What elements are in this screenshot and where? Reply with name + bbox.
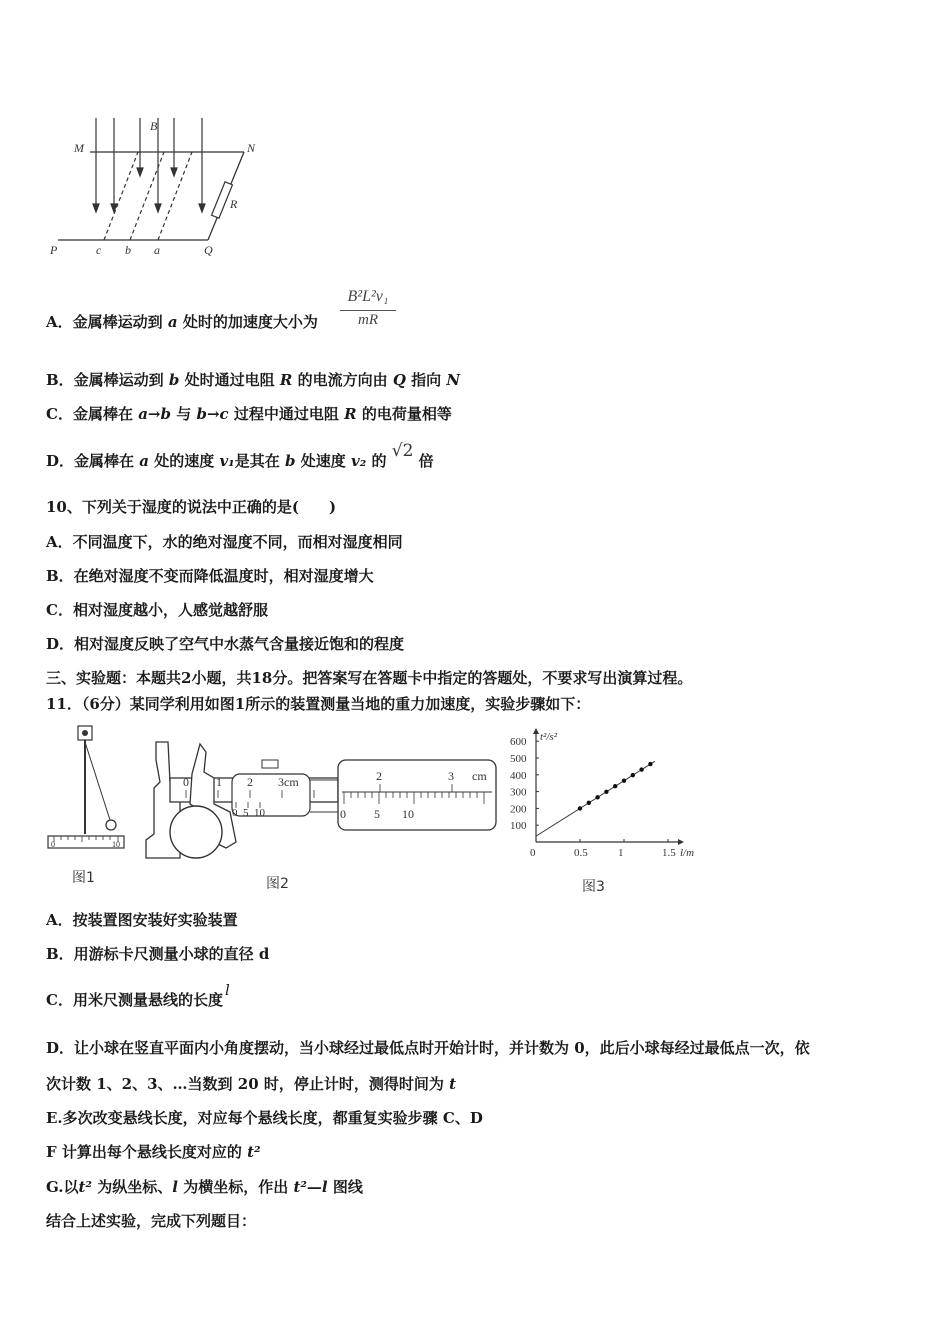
y-tick-label: 500 bbox=[510, 753, 527, 765]
pendulum-string bbox=[85, 742, 110, 820]
zoom-main-3: 3 bbox=[448, 769, 454, 783]
figure-1-caption: 图1 bbox=[72, 870, 95, 886]
data-point bbox=[587, 801, 591, 805]
figure-2-vernier-caliper bbox=[140, 738, 500, 868]
sqrt-two: √2 bbox=[391, 441, 414, 461]
q9-option-d: D．金属棒在 a 处的速度 v₁是其在 b 处速度 v₂ 的 √2 倍 bbox=[46, 441, 434, 470]
field-arrows bbox=[93, 118, 205, 212]
q11-step-f: F 计算出每个悬线长度对应的 t² bbox=[46, 1143, 261, 1161]
figure-1-pendulum bbox=[46, 724, 128, 864]
label-b-pos: b bbox=[125, 243, 131, 257]
y-tick-label: 300 bbox=[510, 786, 527, 799]
q9-option-a: A．金属棒运动到 a 处时的加速度大小为 bbox=[46, 313, 318, 331]
fraction-numerator: B²L²v₁ bbox=[347, 288, 389, 305]
label-m: M bbox=[74, 141, 84, 155]
q11-step-a: A．按装置图安装好实验装置 bbox=[46, 911, 238, 929]
zoom-main-2: 2 bbox=[376, 769, 382, 783]
zoom-vernier-5: 5 bbox=[374, 807, 380, 821]
q11-step-d-line2: 次计数 1、2、3、…当数到 20 时，停止计时，测得时间为 t bbox=[46, 1075, 457, 1093]
x-tick-label: 0.5 bbox=[574, 847, 588, 859]
label-q: Q bbox=[204, 243, 213, 257]
label-n: N bbox=[247, 141, 256, 155]
x-tick-label: 1 bbox=[618, 847, 624, 859]
ruler-label-10: 10 bbox=[112, 840, 120, 849]
chart-y-label: t²/s² bbox=[540, 731, 557, 743]
q9-option-b: B．金属棒运动到 b 处时通过电阻 R 的电流方向由 Q 指向 N bbox=[46, 371, 461, 389]
step-c-var-l: l bbox=[224, 981, 230, 999]
label-r: R bbox=[230, 197, 238, 211]
vernier-scale-10: 10 bbox=[254, 807, 265, 819]
rail-circuit-figure bbox=[48, 112, 268, 262]
x-tick-label: 1.5 bbox=[662, 847, 676, 859]
data-point bbox=[631, 773, 635, 777]
label-b-field: B bbox=[150, 119, 158, 133]
main-scale-1: 1 bbox=[216, 775, 222, 789]
chart-fit-line bbox=[536, 761, 655, 836]
y-tick-label: 200 bbox=[510, 803, 527, 816]
label-c: c bbox=[96, 243, 102, 257]
data-point bbox=[604, 790, 608, 794]
q11-step-g: G.以t² 为纵坐标、l 为横坐标，作出 t²—l 图线 bbox=[46, 1178, 363, 1196]
label-a: a bbox=[154, 243, 160, 257]
zoom-main-cm: cm bbox=[472, 769, 487, 783]
fraction-bar bbox=[340, 310, 396, 311]
main-scale-2: 2 bbox=[247, 775, 253, 789]
ruler-label-0: 0 bbox=[51, 840, 55, 849]
y-axis-arrow bbox=[533, 728, 539, 734]
q9-option-c: C．金属棒在 a→b 与 b→c 过程中通过电阻 R 的电荷量相等 bbox=[46, 405, 452, 423]
y-tick-label: 400 bbox=[510, 769, 527, 782]
y-tick-label: 100 bbox=[510, 820, 527, 833]
q10-option-a: A．不同温度下，水的绝对湿度不同，而相对湿度相同 bbox=[46, 533, 403, 551]
figure-3-caption: 图3 bbox=[582, 879, 605, 895]
data-point bbox=[578, 806, 582, 810]
data-point bbox=[622, 778, 626, 782]
q10-option-b: B．在绝对湿度不变而降低温度时，相对湿度增大 bbox=[46, 567, 374, 585]
q11-closing: 结合上述实验，完成下列题目： bbox=[46, 1212, 257, 1230]
vernier-scale-5: 5 bbox=[243, 807, 249, 819]
clamp-screw bbox=[82, 730, 88, 736]
chart-origin-label: 0 bbox=[530, 847, 536, 859]
caliper-screw bbox=[262, 760, 278, 768]
y-tick-label: 600 bbox=[510, 736, 527, 749]
zoom-vernier-10: 10 bbox=[402, 807, 414, 821]
q11-step-e: E.多次改变悬线长度，对应每个悬线长度，都重复实验步骤 C、D bbox=[46, 1109, 483, 1127]
section-3-heading: 三、实验题：本题共2小题，共18分。把答案写在答题卡中指定的答题处，不要求写出演算过程。 bbox=[46, 669, 693, 687]
q11-step-d-line1: D．让小球在竖直平面内小角度摆动，当小球经过最低点时开始计时，并计数为 0，此后小球每经过最低点一次，依 bbox=[46, 1039, 810, 1057]
rod-positions bbox=[104, 152, 192, 240]
zoom-vernier-0: 0 bbox=[340, 807, 346, 821]
q11-step-c: C．用米尺测量悬线的长度l bbox=[46, 981, 230, 1009]
pendulum-bob bbox=[106, 820, 116, 830]
q10-option-d: D．相对湿度反映了空气中水蒸气含量接近饱和的程度 bbox=[46, 635, 405, 653]
data-point bbox=[595, 795, 599, 799]
q11-stem: 11．（6分）某同学利用如图1所示的装置测量当地的重力加速度，实验步骤如下： bbox=[46, 695, 591, 713]
data-point bbox=[639, 767, 643, 771]
data-point bbox=[613, 784, 617, 788]
main-scale-3cm: 3cm bbox=[278, 775, 299, 789]
measured-ball bbox=[170, 806, 222, 858]
chart-x-label: l/m bbox=[680, 847, 695, 859]
q10-stem: 10、下列关于湿度的说法中正确的是( ) bbox=[46, 498, 337, 516]
data-point bbox=[648, 762, 652, 766]
figure-3-chart bbox=[506, 726, 706, 866]
figure-2-caption: 图2 bbox=[266, 876, 289, 892]
label-p: P bbox=[50, 243, 58, 257]
q11-step-b: B．用游标卡尺测量小球的直径 d bbox=[46, 945, 270, 963]
q9-option-a-fraction bbox=[340, 288, 396, 334]
main-scale-0: 0 bbox=[183, 775, 189, 789]
fraction-denominator: mR bbox=[358, 312, 378, 328]
q10-option-c: C．相对湿度越小，人感觉越舒服 bbox=[46, 601, 268, 619]
vernier-scale-0: 0 bbox=[232, 807, 238, 819]
x-axis-arrow bbox=[678, 839, 684, 845]
